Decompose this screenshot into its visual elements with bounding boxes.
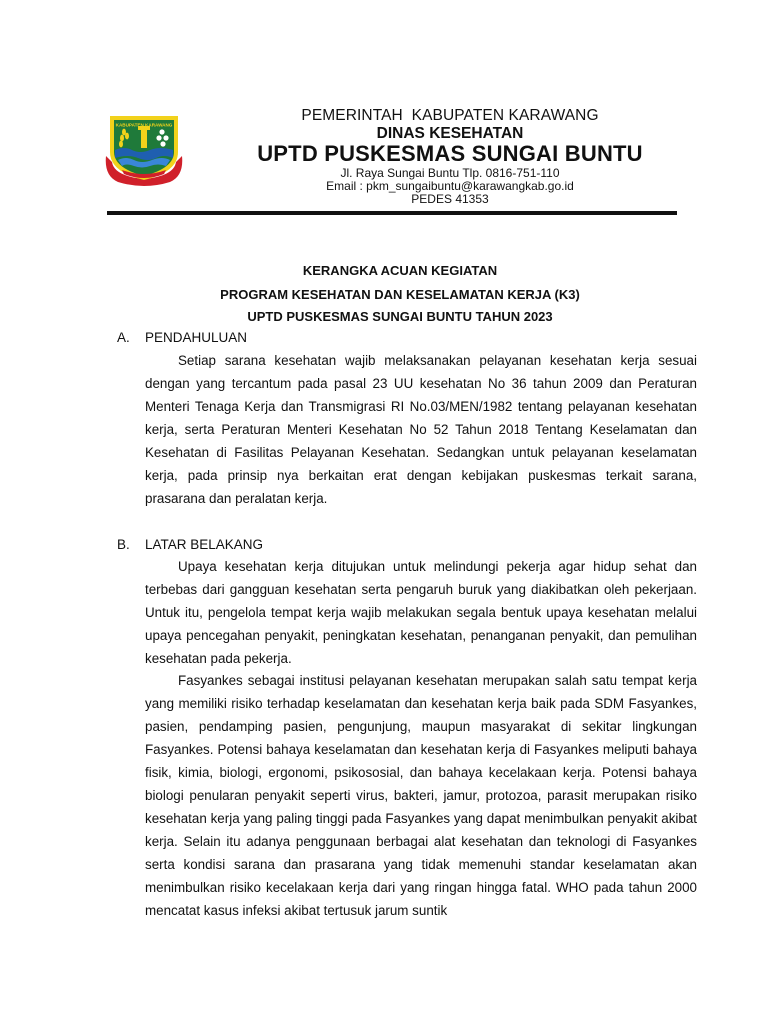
kabupaten-karawang-seal-icon bbox=[104, 106, 184, 188]
document-title: KERANGKA ACUAN KEGIATAN bbox=[302, 263, 498, 278]
letterhead-government: PEMERINTAH KABUPATEN KARAWANG bbox=[301, 107, 599, 124]
document-subtitle-year: UPTD PUSKESMAS SUNGAI BUNTU TAHUN 2023 bbox=[247, 309, 553, 324]
section-heading-pendahuluan bbox=[117, 330, 247, 345]
document-subtitle-program: PROGRAM KESEHATAN DAN KESELAMATAN KERJA (K3) bbox=[220, 287, 580, 302]
section-heading-latar-belakang bbox=[117, 537, 263, 552]
section-label: A. bbox=[117, 330, 130, 345]
letterhead-email: Email : pkm_sungaibuntu@karawangkab.go.id bbox=[326, 179, 574, 193]
paragraph-latar-belakang-1: Upaya kesehatan kerja ditujukan untuk melindungi pekerja agar hidup sehat dan terbebas dari gangguan kesehatan serta pengaruh buruk yang diakibatkan oleh pekerjaan. Untuk itu, pengelola tempat kerja wajib melakukan segala bentuk upaya kesehatan melalui upaya pencegahan penyakit, peningkatan kesehatan, penanganan penyakit, dan pemulihan kesehatan pada pekerja. bbox=[145, 559, 697, 666]
letterhead-department: DINAS KESEHATAN bbox=[376, 125, 524, 142]
letterhead-divider bbox=[107, 211, 677, 215]
paragraph-pendahuluan: Setiap sarana kesehatan wajib melaksanakan pelayanan kesehatan kerja sesuai dengan yang tercantum pada pasal 23 UU kesehatan No 36 tahun 2009 dan Peraturan Menteri Tenaga Kerja dan Transmigrasi RI No.03/MEN/1982 tentang pelayanan kesehatan kerja, serta Peraturan Menteri Kesehatan No 52 Tahun 2018 Tentang Keselamatan dan Kesehatan di Fasilitas Pelayanan Kesehatan. Sedangkan untuk pelayanan keselamatan kerja, pada prinsip nya berkaitan erat dengan kebijakan puskesmas terkait sarana, prasarana dan peralatan kerja. bbox=[145, 353, 697, 506]
seal-top-text: KABUPATEN KARAWANG bbox=[115, 122, 173, 128]
letterhead-postal: PEDES 41353 bbox=[411, 192, 489, 206]
seal-center-pillar bbox=[141, 128, 147, 148]
section-title: PENDAHULUAN bbox=[145, 330, 248, 345]
paragraph-latar-belakang-2: Fasyankes sebagai institusi pelayanan kesehatan merupakan salah satu tempat kerja yang memiliki risiko terhadap keselamatan dan kesehatan kerja baik pada SDM Fasyankes, pasien, pendamping pasien, pengunjung, maupun masyarakat di sekitar lingkungan Fasyankes. Potensi bahaya keselamatan dan kesehatan kerja di Fasyankes meliputi bahaya fisik, kimia, biologi, ergonomi, psikososial, dan bahaya kecelakaan kerja. Potensi bahaya biologi penularan penyakit seperti virus, bakteri, jamur, protozoa, parasit merupakan risiko kesehatan kerja yang paling tinggi pada Fasyankes yang dapat menimbulkan penyakit akibat kerja. Selain itu adanya penggunaan berbagai alat kesehatan dan teknologi di Fasyankes serta kondisi sarana dan prasarana yang tidak memenuhi standar keselamatan akan menimbulkan risiko kecelakaan kerja dari yang ringan hingga fatal. WHO pada tahun 2000 mencatat kasus infeksi akibat tertusuk jarum suntik bbox=[145, 673, 697, 918]
letterhead-institution: UPTD PUSKESMAS SUNGAI BUNTU bbox=[257, 141, 643, 166]
section-title: LATAR BELAKANG bbox=[145, 537, 264, 552]
letterhead-address: Jl. Raya Sungai Buntu Tlp. 0816-751-110 bbox=[340, 166, 560, 180]
section-label: B. bbox=[117, 537, 130, 552]
